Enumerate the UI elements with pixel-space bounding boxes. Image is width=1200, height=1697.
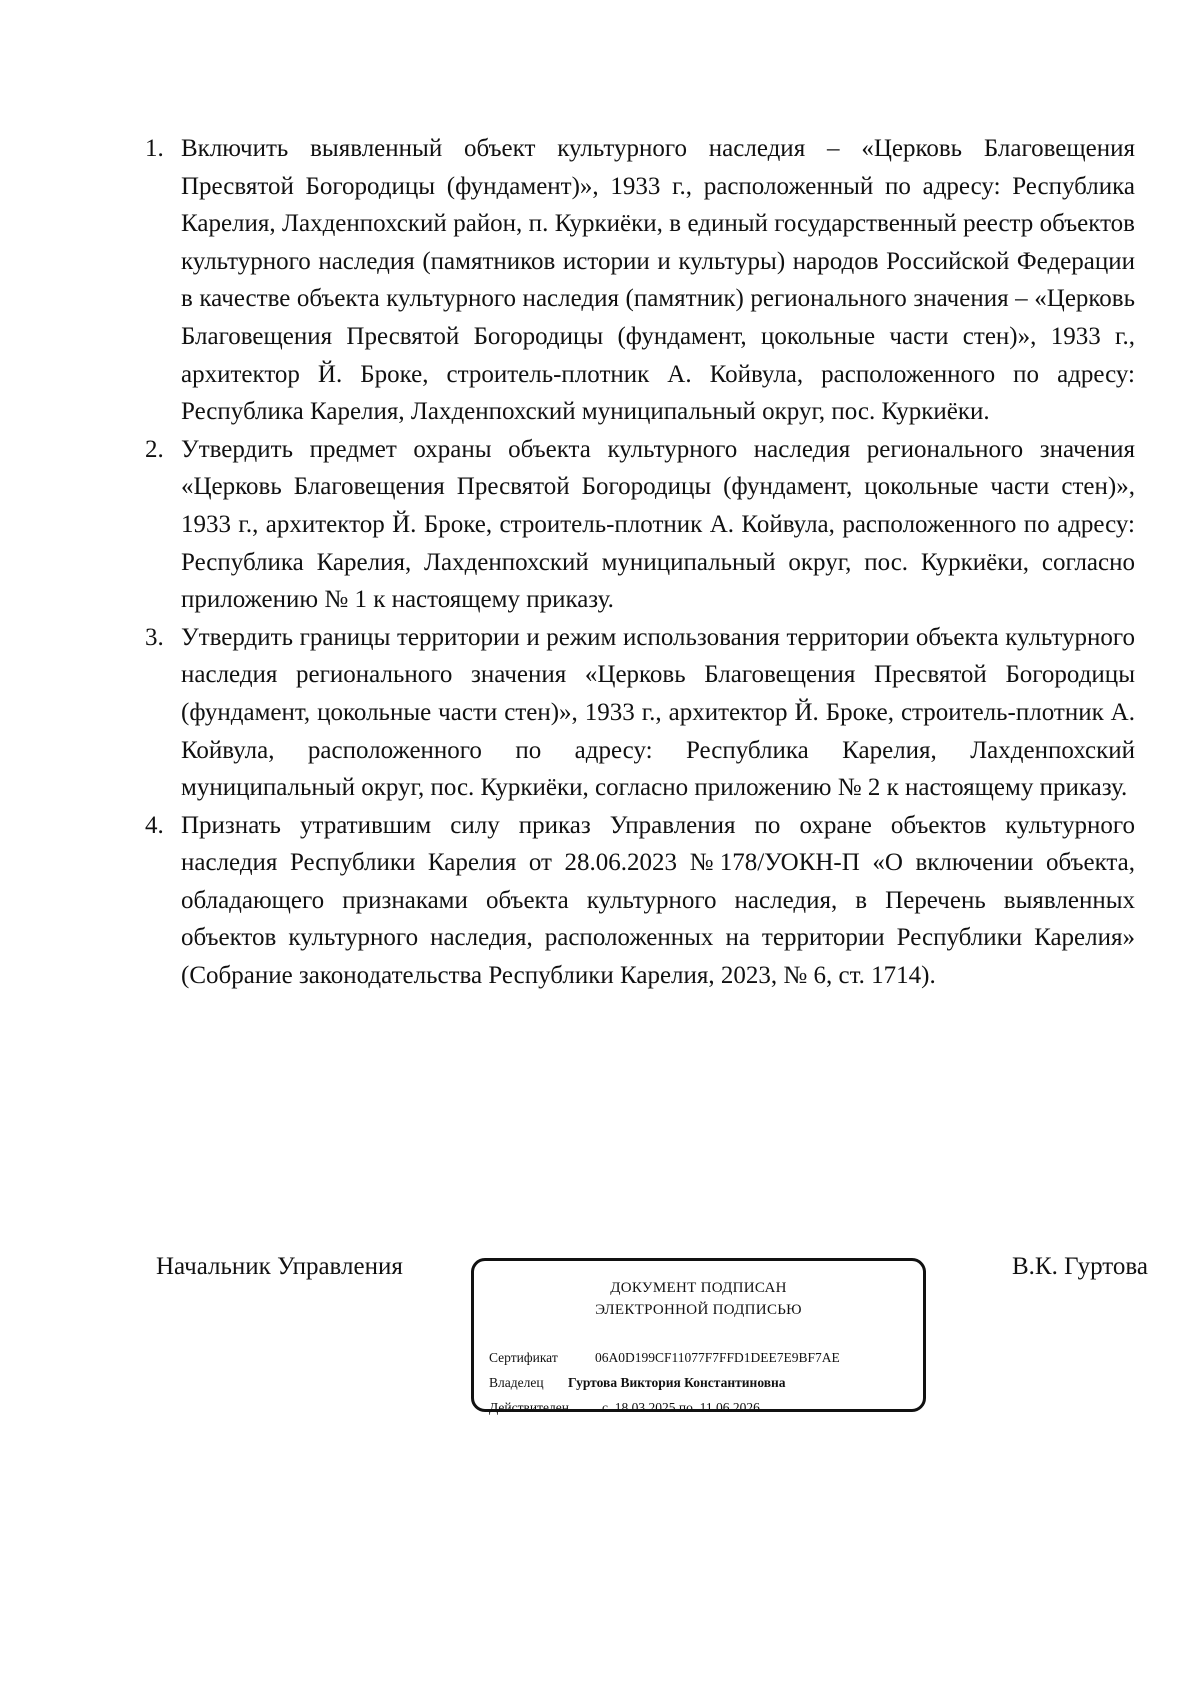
- item-text: Признать утратившим силу приказ Управления по охране объектов культурного наследия Республики Карелия от 28.06.2023 №178/УОКН-П «О включении объекта, обладающего признаками объекта культурного наследия, в Перечень выявленных объектов культурного наследия, расположенных на территории Республики Карелия» (Собрание законодательства Республики Карелия, 2023, № 6, ст. 1714).: [181, 811, 1135, 990]
- item-number: 1.: [145, 135, 164, 162]
- stamp-heading-line1: ДОКУМЕНТ ПОДПИСАН: [610, 1280, 787, 1296]
- stamp-certificate-label: Сертификат: [489, 1350, 558, 1365]
- stamp-heading-line2: ЭЛЕКТРОННОЙ ПОДПИСЬЮ: [595, 1302, 802, 1318]
- item-text: Утвердить границы территории и режим использования территории объекта культурного наследия регионального значения «Церковь Благовещения Пресвятой Богородицы (фундамент, цокольные части стен)», 1933 г., архитектор Й. Броке, строитель-плотник А. Койвула, расположенного по адресу: Республика Карелия, Лахденпохский муниципальный округ, пос. Куркиёки, согласно приложению № 2 к настоящему приказу.: [181, 623, 1135, 802]
- list-item: [145, 431, 1135, 619]
- stamp-details: [489, 1345, 840, 1420]
- item-text: Включить выявленный объект культурного наследия – «Церковь Благовещения Пресвятой Богородицы (фундамент)», 1933 г., расположенный по адресу: Республика Карелия, Лахденпохский район, п. Куркиёки, в единый государственный реестр объектов культурного наследия (памятников истории и культуры) народов Российской Федерации в качестве объекта культурного наследия (памятник) регионального значения – «Церковь Благовещения Пресвятой Богородицы (фундамент, цокольные части стен)», 1933 г., архитектор Й. Броке, строитель-плотник А. Койвула, расположенного по адресу: Республика Карелия, Лахденпохский муниципальный округ, пос. Куркиёки.: [181, 135, 1135, 426]
- item-number: 2.: [145, 435, 164, 463]
- stamp-validity-value: с 18.03.2025 по 11.06.2026: [602, 1400, 760, 1415]
- stamp-owner-value: Гуртова Виктория Константиновна: [568, 1375, 786, 1390]
- signer-position-title: Начальник Управления: [156, 1253, 403, 1280]
- order-items-list: [145, 130, 1135, 995]
- list-item: [145, 807, 1135, 995]
- stamp-owner-row: [489, 1370, 840, 1395]
- item-text: Утвердить предмет охраны объекта культурного наследия регионального значения «Церковь Благовещения Пресвятой Богородицы (фундамент, цокольные части стен)», 1933 г., архитектор Й. Броке, строитель-плотник А. Койвула, расположенного по адресу: Республика Карелия, Лахденпохский муниципальный округ, пос. Куркиёки, согласно приложению № 1 к настоящему приказу.: [181, 435, 1135, 614]
- list-item: [145, 130, 1135, 431]
- stamp-certificate-value: 06A0D199CF11077F7FFD1DEE7E9BF7AE: [595, 1350, 840, 1365]
- stamp-validity-row: [489, 1395, 840, 1420]
- signature-block: [0, 1240, 1200, 1415]
- electronic-signature-stamp: [471, 1258, 926, 1415]
- signer-name: В.К. Гуртова: [1012, 1253, 1148, 1280]
- list-item: [145, 619, 1135, 807]
- item-number: 4.: [145, 811, 164, 839]
- stamp-owner-label: Владелец: [489, 1375, 544, 1390]
- stamp-validity-label: Действителен: [489, 1400, 569, 1415]
- stamp-heading: [474, 1277, 923, 1321]
- item-number: 3.: [145, 623, 164, 651]
- stamp-certificate-row: [489, 1345, 840, 1370]
